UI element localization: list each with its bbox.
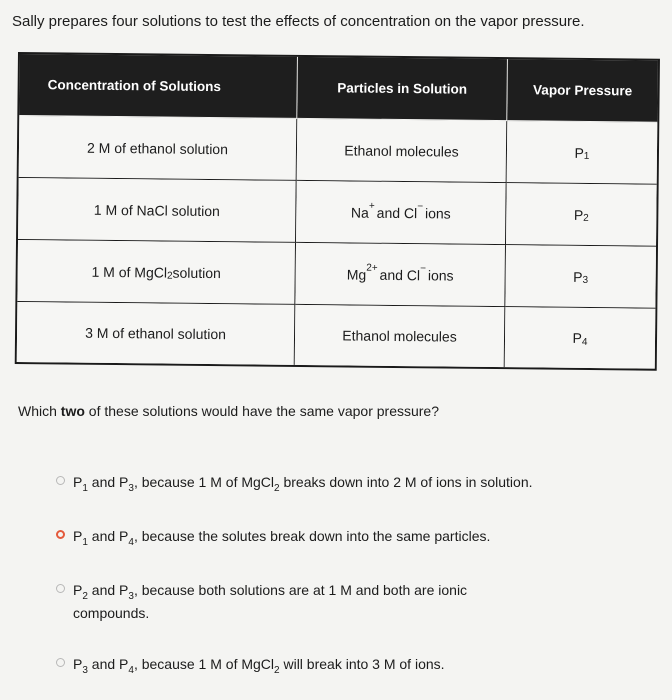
option-p3-p4[interactable] bbox=[56, 654, 646, 677]
header-concentration: Concentration of Solutions bbox=[19, 54, 298, 119]
header-particles: Particles in Solution bbox=[297, 57, 508, 121]
header-vapor-pressure: Vapor Pressure bbox=[507, 59, 658, 123]
option-label: $P_1$ and $P_3$, because 1 M of MgCl$_2$ breaks down into 2 M of ions in solution. bbox=[73, 474, 533, 494]
row1-concentration: 2 M of ethanol solution bbox=[19, 116, 298, 181]
row2-vapor-pressure: P 2 bbox=[506, 183, 657, 247]
intro-text: Sally prepares four solutions to test the effects of concentration on the vapor pressure. bbox=[12, 13, 585, 30]
option-p1-p3[interactable] bbox=[56, 472, 646, 495]
solutions-table bbox=[15, 52, 660, 371]
radio-button-icon[interactable] bbox=[56, 658, 65, 667]
radio-button-selected-icon[interactable] bbox=[56, 530, 65, 539]
row4-particles: Ethanol molecules bbox=[295, 305, 506, 367]
row1-particles: Ethanol molecules bbox=[297, 119, 508, 183]
row4-vapor-pressure: P 4 bbox=[505, 307, 656, 369]
row2-particles: Na + and Cl − ions bbox=[296, 181, 507, 245]
row1-vapor-pressure: P 1 bbox=[507, 121, 658, 185]
row3-concentration: 1 M of MgCl 2 solution bbox=[17, 240, 296, 305]
option-label: $P_3$ and $P_4$, because 1 M of MgCl$_2$ will break into 3 M of ions. bbox=[73, 656, 445, 676]
question-text: Which two of these solutions would have the same vapor pressure? bbox=[18, 403, 440, 419]
row3-vapor-pressure: P 3 bbox=[505, 245, 656, 309]
option-label: $P_1$ and $P_4$, because the solutes break down into the same particles. bbox=[73, 528, 491, 548]
radio-button-icon[interactable] bbox=[56, 476, 65, 485]
row3-particles: Mg 2+ and Cl − ions bbox=[295, 243, 506, 307]
option-p2-p3[interactable] bbox=[56, 580, 496, 623]
option-label: $P_2$ and $P_3$, because both solutions are at 1 M and both are ionic compounds. bbox=[73, 582, 468, 621]
radio-button-icon[interactable] bbox=[56, 584, 65, 593]
row4-concentration: 3 M of ethanol solution bbox=[17, 302, 296, 365]
option-p1-p4[interactable] bbox=[56, 526, 646, 549]
row2-concentration: 1 M of NaCl solution bbox=[18, 178, 297, 243]
